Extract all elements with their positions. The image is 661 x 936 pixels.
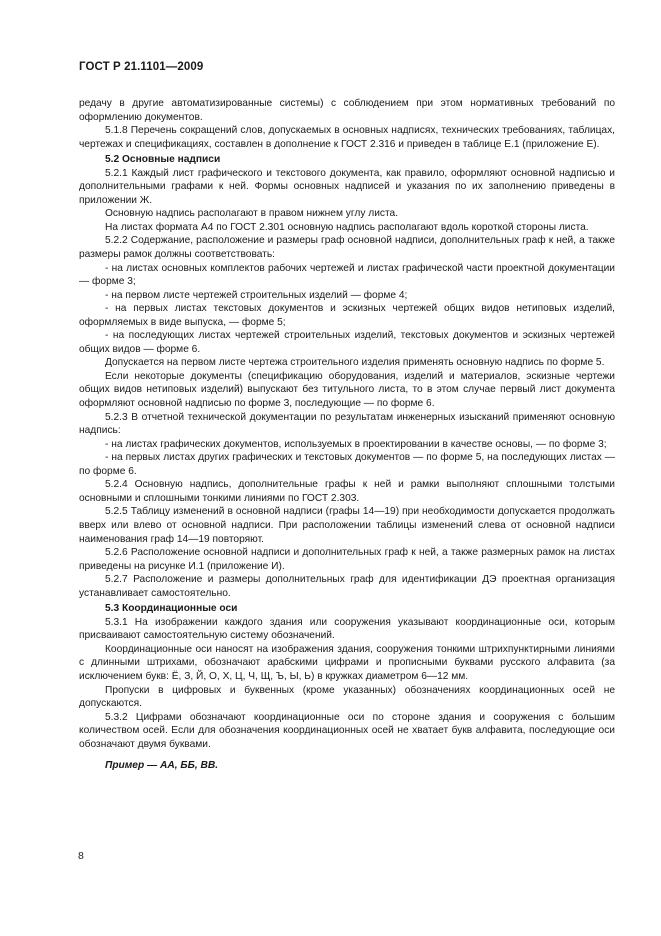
paragraph: 5.2.1 Каждый лист графического и текстового документа, как правило, оформляют основной надписью и дополнительными графами к ней. Формы основных надписей и указания по их заполнению приведены в приложении Ж.	[79, 167, 615, 206]
paragraph: 5.3.1 На изображении каждого здания или сооружения указывают координационные оси, которым присваивают самостоятельную систему обозначений.	[79, 616, 615, 642]
section-heading: 5.3 Координационные оси	[105, 603, 238, 615]
example-text: Пример — АА, ББ, ВВ.	[105, 760, 219, 772]
list-item: - на первых листах текстовых документов и эскизных чертежей общих видов нетиповых изделий, оформляемых в виде выпуска, — форме 5;	[79, 303, 615, 328]
paragraph: 5.3.2 Цифрами обозначают координационные оси по стороне здания и сооружения с большим количеством осей. Если для обозначения координационных осей не хватает букв алфавита, последующие оси обозначают двумя буквами.	[79, 711, 615, 750]
paragraph: Координационные оси наносят на изображения здания, сооружения тонкими штрихпунктирными линиями с длинными штрихами, обозначают арабскими цифрами и прописными буквами русского алфавита (за исключением букв: Ё, З, Й, О, Х, Ц, Ч, Щ, Ъ, Ы, Ь) в кружках диаметром 6—12 мм.	[79, 643, 615, 682]
list-item: - на листах основных комплектов рабочих чертежей и листах графической части проектной документации — форме 3;	[79, 262, 615, 288]
paragraph: редачу в другие автоматизированные системы) с соблюдением при этом нормативных требований по оформлению документов.	[79, 98, 615, 123]
paragraph: Основную надпись располагают в правом нижнем углу листа.	[105, 208, 399, 220]
page-content	[79, 97, 615, 773]
list-item: - на последующих листах чертежей строительных изделий, текстовых документов и эскизных чертежей общих видов — форме 6.	[79, 330, 615, 355]
paragraph: 5.2.6 Расположение основной надписи и дополнительных граф к ней, а также размерных рамок на листах приведены на рисунке И.1 (приложение И).	[79, 547, 615, 572]
section-heading: 5.2 Основные надписи	[105, 154, 221, 166]
paragraph: 5.2.3 В отчетной технической документации по результатам инженерных изысканий применяют основную надпись:	[79, 411, 615, 437]
list-item: - на листах графических документов, используемых в проектировании в качестве основы, — по форме 3;	[105, 438, 607, 450]
paragraph: 5.2.5 Таблицу изменений в основной надписи (графы 14—19) при необходимости допускается продолжать вверх или влево от основной надписи. При расположении таблицы изменений слева от основной надписи наименования граф 14—19 повторяют.	[79, 506, 615, 545]
paragraph: Допускается на первом листе чертежа строительного изделия применять основную надпись по форме 5.	[105, 357, 605, 369]
paragraph: 5.2.4 Основную надпись, дополнительные графы к ней и рамки выполняют сплошными толстыми основными и сплошными тонкими линиями по ГОСТ 2.303.	[79, 479, 615, 504]
list-item: - на первом листе чертежей строительных изделий — форме 4;	[105, 289, 408, 301]
page-number: 8	[78, 850, 84, 862]
paragraph: На листах формата А4 по ГОСТ 2.301 основную надпись располагают вдоль короткой стороны листа.	[105, 221, 589, 233]
list-item: - на первых листах других графических и текстовых документов — по форме 5, на последующих листах — по форме 6.	[79, 452, 615, 477]
paragraph: Если некоторые документы (спецификацию оборудования, изделий и материалов, эскизные чертежи общих видов нетиповых изделий) выпускают без титульного листа, то в этом случае первый лист документа оформляют основной надписью по форме 3, последующие — по форме 6.	[79, 370, 615, 410]
paragraph: 5.2.7 Расположение и размеры дополнительных граф для идентификации ДЭ проектная организация устанавливает самостоятельно.	[79, 574, 615, 599]
paragraph: 5.1.8 Перечень сокращений слов, допускаемых в основных надписях, технических требованиях, таблицах, чертежах и спецификациях, составлен в дополнение к ГОСТ 2.316 и приведен в таблице Е.1 (приложение Е).	[79, 125, 615, 150]
paragraph: Пропуски в цифровых и буквенных (кроме указанных) обозначениях координационных осей не допускаются.	[79, 684, 615, 710]
document-header: ГОСТ Р 21.1101—2009	[79, 61, 204, 73]
paragraph: 5.2.2 Содержание, расположение и размеры граф основной надписи, дополнительных граф к ней, а также размеры рамок должны соответствовать:	[79, 235, 615, 261]
